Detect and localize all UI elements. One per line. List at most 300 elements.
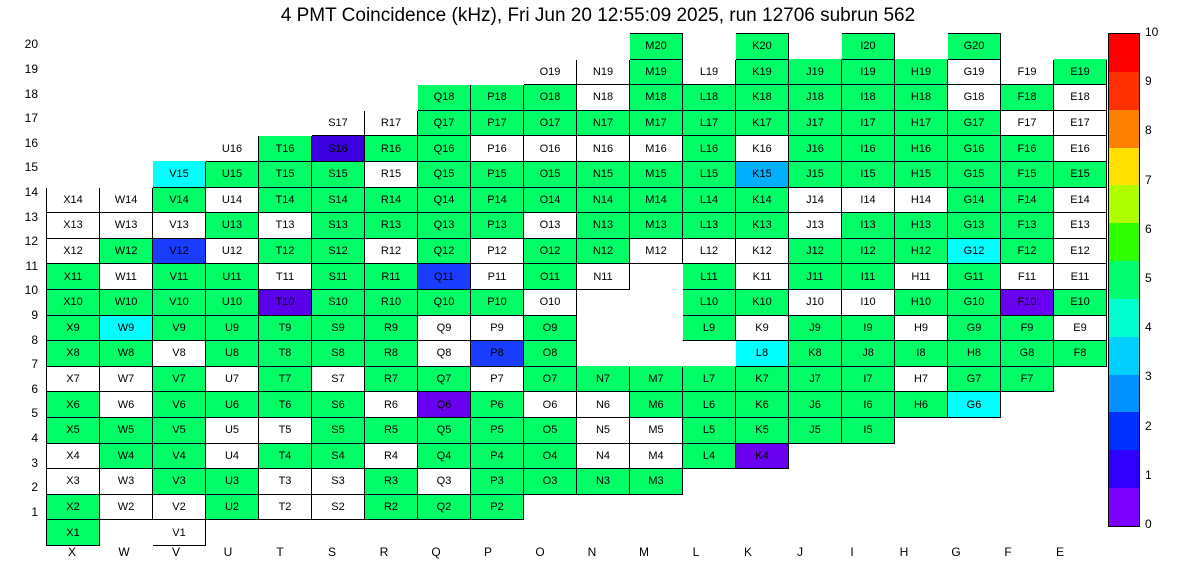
heatmap-cell: O6: [524, 392, 577, 418]
heatmap-cell: N14: [577, 187, 630, 213]
heatmap-cell: G17: [948, 110, 1001, 136]
heatmap-cell: T2: [259, 494, 312, 520]
heatmap-cell-empty: [630, 315, 683, 341]
heatmap-cell: O4: [524, 443, 577, 469]
heatmap-cell-empty: [100, 520, 153, 546]
heatmap-cell: K8: [789, 341, 842, 367]
heatmap-cell: H15: [895, 161, 948, 187]
heatmap-cell-empty: [47, 161, 100, 187]
heatmap-cell: F16: [1001, 136, 1054, 162]
colorbar-band: [1109, 412, 1139, 450]
heatmap-cell-empty: [259, 85, 312, 111]
heatmap-cell: R15: [365, 161, 418, 187]
heatmap-cell: W2: [100, 494, 153, 520]
heatmap-cell: Q8: [418, 341, 471, 367]
heatmap-cell: G9: [948, 315, 1001, 341]
colorbar-band: [1109, 375, 1139, 413]
x-axis-tick: O: [535, 545, 545, 559]
heatmap-cell-empty: [259, 110, 312, 136]
heatmap-cell: O10: [524, 289, 577, 315]
y-axis-tick: 14: [24, 184, 38, 199]
heatmap-cell: H17: [895, 110, 948, 136]
heatmap-cell: I5: [842, 417, 895, 443]
heatmap-cell-empty: [683, 520, 736, 546]
heatmap-cell: E16: [1054, 136, 1107, 162]
heatmap-cell: W4: [100, 443, 153, 469]
heatmap-cell: V14: [153, 187, 206, 213]
heatmap-cell: F17: [1001, 110, 1054, 136]
heatmap-cell: P11: [471, 264, 524, 290]
heatmap-cell-empty: [100, 85, 153, 111]
heatmap-cell: O9: [524, 315, 577, 341]
y-axis-tick: 1: [31, 504, 38, 519]
heatmap-cell: W8: [100, 341, 153, 367]
heatmap-cell: T16: [259, 136, 312, 162]
heatmap-cell-empty: [1001, 469, 1054, 495]
heatmap-cell: J14: [789, 187, 842, 213]
heatmap-cell-empty: [100, 161, 153, 187]
y-axis-tick: 13: [24, 209, 38, 224]
x-axis-tick: U: [223, 545, 233, 559]
heatmap-cell: F18: [1001, 85, 1054, 111]
heatmap-cell: E11: [1054, 264, 1107, 290]
heatmap-cell: O7: [524, 366, 577, 392]
heatmap-cell: Q2: [418, 494, 471, 520]
heatmap-row: [47, 59, 1160, 85]
heatmap-cell-empty: [524, 494, 577, 520]
heatmap-cell: M4: [630, 443, 683, 469]
heatmap-cell: I10: [842, 289, 895, 315]
heatmap-cell: Q13: [418, 213, 471, 239]
heatmap-cell: R3: [365, 469, 418, 495]
heatmap-cell: K17: [736, 110, 789, 136]
heatmap-cell-empty: [153, 110, 206, 136]
heatmap-cell-empty: [948, 469, 1001, 495]
heatmap-cell: E9: [1054, 315, 1107, 341]
heatmap-cell: L12: [683, 238, 736, 264]
heatmap-cell: E13: [1054, 213, 1107, 239]
heatmap-cell-empty: [259, 520, 312, 546]
heatmap-cell: R16: [365, 136, 418, 162]
heatmap-cell: R6: [365, 392, 418, 418]
heatmap-row: [47, 136, 1160, 162]
heatmap-cell: S6: [312, 392, 365, 418]
heatmap-cell-empty: [789, 443, 842, 469]
heatmap-cell: T5: [259, 417, 312, 443]
heatmap-cell: M15: [630, 161, 683, 187]
heatmap-cell: I14: [842, 187, 895, 213]
heatmap-cell-empty: [153, 136, 206, 162]
chart-title: 4 PMT Coincidence (kHz), Fri Jun 20 12:55:09 2025, run 12706 subrun 562: [280, 5, 916, 26]
colorbar-band: [1109, 34, 1139, 72]
heatmap-cell-empty: [1001, 443, 1054, 469]
heatmap-cell-empty: [630, 289, 683, 315]
heatmap-cell: I12: [842, 238, 895, 264]
heatmap-cell: U10: [206, 289, 259, 315]
heatmap-cell: W11: [100, 264, 153, 290]
heatmap-cell-empty: [206, 520, 259, 546]
heatmap-cell: V15: [153, 161, 206, 187]
heatmap-cell: T9: [259, 315, 312, 341]
heatmap-cell: V12: [153, 238, 206, 264]
heatmap-cell: T6: [259, 392, 312, 418]
heatmap-cell-empty: [948, 417, 1001, 443]
heatmap-cell-empty: [736, 494, 789, 520]
colorbar-tick: 4: [1145, 320, 1152, 335]
heatmap-cell: O8: [524, 341, 577, 367]
heatmap-cell: J13: [789, 213, 842, 239]
heatmap-cell-empty: [895, 469, 948, 495]
x-axis-tick: Q: [431, 545, 441, 559]
heatmap-cell: X5: [47, 417, 100, 443]
heatmap-cell: P3: [471, 469, 524, 495]
heatmap-cell: O18: [524, 85, 577, 111]
heatmap-cell: N18: [577, 85, 630, 111]
heatmap-cell: F11: [1001, 264, 1054, 290]
heatmap-row: [47, 417, 1160, 443]
heatmap-cell: X11: [47, 264, 100, 290]
heatmap-cell: K5: [736, 417, 789, 443]
heatmap-cell: H6: [895, 392, 948, 418]
heatmap-cell: R9: [365, 315, 418, 341]
heatmap-cell: L16: [683, 136, 736, 162]
colorbar-band: [1109, 488, 1139, 526]
heatmap-cell: V3: [153, 469, 206, 495]
heatmap-cell: T3: [259, 469, 312, 495]
heatmap-cell-empty: [206, 110, 259, 136]
heatmap-cell-empty: [895, 443, 948, 469]
heatmap-cell: P4: [471, 443, 524, 469]
heatmap-cell: O12: [524, 238, 577, 264]
y-axis-tick: 18: [24, 86, 38, 101]
heatmap-cell-empty: [842, 469, 895, 495]
heatmap-cell-empty: [100, 34, 153, 60]
heatmap-cell-empty: [683, 494, 736, 520]
heatmap-cell: V5: [153, 417, 206, 443]
heatmap-cell-empty: [895, 520, 948, 546]
heatmap-cell-empty: [312, 59, 365, 85]
heatmap-cell-empty: [153, 59, 206, 85]
heatmap-cell-empty: [47, 59, 100, 85]
heatmap-cell: K6: [736, 392, 789, 418]
heatmap-cell: N11: [577, 264, 630, 290]
heatmap-cell: E15: [1054, 161, 1107, 187]
heatmap-cell: X7: [47, 366, 100, 392]
heatmap-cell: P10: [471, 289, 524, 315]
heatmap-cell: E14: [1054, 187, 1107, 213]
heatmap-cell: M19: [630, 59, 683, 85]
heatmap-cell: L14: [683, 187, 736, 213]
heatmap-row: [47, 264, 1160, 290]
heatmap-cell: S5: [312, 417, 365, 443]
heatmap-cell: K13: [736, 213, 789, 239]
heatmap-cell: I16: [842, 136, 895, 162]
y-axis-tick: 4: [31, 430, 38, 445]
heatmap-cell-empty: [312, 520, 365, 546]
x-axis-tick: T: [276, 545, 284, 559]
colorbar-band: [1109, 450, 1139, 488]
heatmap-cell: J17: [789, 110, 842, 136]
heatmap-cell: Q11: [418, 264, 471, 290]
colorbar-tick: 3: [1145, 369, 1152, 384]
heatmap-cell-empty: [471, 520, 524, 546]
heatmap-cell-empty: [577, 494, 630, 520]
colorbar-band: [1109, 110, 1139, 148]
heatmap-cell: F10: [1001, 289, 1054, 315]
heatmap-cell: U6: [206, 392, 259, 418]
heatmap-cell: J11: [789, 264, 842, 290]
heatmap-cell: H7: [895, 366, 948, 392]
heatmap-cell: F19: [1001, 59, 1054, 85]
heatmap-cell: R5: [365, 417, 418, 443]
heatmap-cell: K7: [736, 366, 789, 392]
heatmap-cell: I7: [842, 366, 895, 392]
heatmap-cell: M14: [630, 187, 683, 213]
heatmap-cell-empty: [1001, 520, 1054, 546]
heatmap-cell: Q7: [418, 366, 471, 392]
heatmap-cell: U7: [206, 366, 259, 392]
heatmap-cell-empty: [1054, 34, 1107, 60]
y-axis-tick: 8: [31, 332, 38, 347]
heatmap-cell: J5: [789, 417, 842, 443]
heatmap-row: [47, 289, 1160, 315]
heatmap-row: [47, 520, 1160, 546]
heatmap-cell: X1: [47, 520, 100, 546]
heatmap-cell: U13: [206, 213, 259, 239]
heatmap-cell: U15: [206, 161, 259, 187]
heatmap-cell: P2: [471, 494, 524, 520]
heatmap-cell: L15: [683, 161, 736, 187]
heatmap-cell-empty: [47, 34, 100, 60]
heatmap-cell: I18: [842, 85, 895, 111]
heatmap-cell: Q3: [418, 469, 471, 495]
heatmap-cell: I9: [842, 315, 895, 341]
heatmap-cell: P7: [471, 366, 524, 392]
heatmap-cell: Q9: [418, 315, 471, 341]
heatmap-cell: N19: [577, 59, 630, 85]
heatmap-cell: R8: [365, 341, 418, 367]
heatmap-cell-empty: [100, 136, 153, 162]
colorbar-tick: 6: [1145, 221, 1152, 236]
heatmap-cell: J15: [789, 161, 842, 187]
colorbar-tick: 7: [1145, 172, 1152, 187]
y-axis-tick: 9: [31, 307, 38, 322]
heatmap-cell: P13: [471, 213, 524, 239]
heatmap-cell: U16: [206, 136, 259, 162]
heatmap-cell-empty: [1054, 494, 1107, 520]
heatmap-cell-empty: [577, 520, 630, 546]
heatmap-cell: U3: [206, 469, 259, 495]
x-axis-tick: I: [850, 545, 854, 559]
heatmap-cell: S16: [312, 136, 365, 162]
heatmap-cell-empty: [1054, 520, 1107, 546]
heatmap-cell: V10: [153, 289, 206, 315]
heatmap-cell: H10: [895, 289, 948, 315]
heatmap-cell: S7: [312, 366, 365, 392]
heatmap-cell: P18: [471, 85, 524, 111]
heatmap-cell: K20: [736, 34, 789, 60]
heatmap-cell-empty: [577, 315, 630, 341]
y-axis-tick: 16: [24, 135, 38, 150]
heatmap-cell: V9: [153, 315, 206, 341]
heatmap-cell: E10: [1054, 289, 1107, 315]
heatmap-row: [47, 238, 1160, 264]
heatmap-cell-empty: [736, 520, 789, 546]
heatmap-cell-empty: [418, 520, 471, 546]
heatmap-cell: I19: [842, 59, 895, 85]
heatmap-cell: N4: [577, 443, 630, 469]
heatmap-cell: F8: [1054, 341, 1107, 367]
heatmap-row: [47, 366, 1160, 392]
heatmap-cell: N3: [577, 469, 630, 495]
heatmap-grid: [46, 33, 1160, 546]
heatmap-cell-empty: [948, 494, 1001, 520]
heatmap-cell: J8: [842, 341, 895, 367]
heatmap-cell: P6: [471, 392, 524, 418]
heatmap-cell: X9: [47, 315, 100, 341]
heatmap-cell: V1: [153, 520, 206, 546]
heatmap-cell-empty: [1001, 417, 1054, 443]
heatmap-cell: T14: [259, 187, 312, 213]
heatmap-cell: L5: [683, 417, 736, 443]
heatmap-cell: T11: [259, 264, 312, 290]
heatmap-cell: N16: [577, 136, 630, 162]
heatmap-cell: J18: [789, 85, 842, 111]
heatmap-cell: X8: [47, 341, 100, 367]
heatmap-cell: H8: [948, 341, 1001, 367]
heatmap-cell: L7: [683, 366, 736, 392]
heatmap-cell-empty: [259, 59, 312, 85]
heatmap-cell: L8: [736, 341, 789, 367]
heatmap-cell-empty: [683, 34, 736, 60]
heatmap-cell-empty: [630, 264, 683, 290]
heatmap-cell: M12: [630, 238, 683, 264]
colorbar-band: [1109, 299, 1139, 337]
heatmap-cell-empty: [577, 289, 630, 315]
colorbar-band: [1109, 185, 1139, 223]
heatmap-cell-empty: [47, 136, 100, 162]
x-axis-tick: N: [587, 545, 597, 559]
heatmap-cell: J12: [789, 238, 842, 264]
heatmap-cell: K19: [736, 59, 789, 85]
heatmap-cell: N13: [577, 213, 630, 239]
heatmap-cell: S15: [312, 161, 365, 187]
heatmap-cell: O14: [524, 187, 577, 213]
heatmap-cell: V11: [153, 264, 206, 290]
heatmap-cell: V7: [153, 366, 206, 392]
heatmap-cell: R13: [365, 213, 418, 239]
heatmap-cell: T10: [259, 289, 312, 315]
heatmap-cell: E18: [1054, 85, 1107, 111]
heatmap-cell: V8: [153, 341, 206, 367]
heatmap-cell-empty: [365, 520, 418, 546]
heatmap-cell: V6: [153, 392, 206, 418]
heatmap-cell: Q10: [418, 289, 471, 315]
heatmap-cell: G6: [948, 392, 1001, 418]
x-axis-tick: V: [171, 545, 180, 559]
heatmap-cell: G10: [948, 289, 1001, 315]
heatmap-cell: L11: [683, 264, 736, 290]
heatmap-cell: X6: [47, 392, 100, 418]
heatmap-cell: Q6: [418, 392, 471, 418]
x-axis-tick: H: [899, 545, 909, 559]
heatmap-cell-empty: [577, 34, 630, 60]
heatmap-cell: Q14: [418, 187, 471, 213]
colorbar-tick: 5: [1145, 271, 1152, 285]
heatmap-cell: S4: [312, 443, 365, 469]
heatmap-cell-empty: [1001, 392, 1054, 418]
heatmap-cell: H16: [895, 136, 948, 162]
x-axis-tick: R: [379, 545, 389, 559]
heatmap-cell: G14: [948, 187, 1001, 213]
heatmap-cell: H18: [895, 85, 948, 111]
heatmap-cell: K11: [736, 264, 789, 290]
y-axis-tick: 15: [24, 160, 38, 175]
colorbar-band: [1109, 261, 1139, 299]
heatmap-cell: I17: [842, 110, 895, 136]
heatmap-cell: T12: [259, 238, 312, 264]
heatmap-cell: U14: [206, 187, 259, 213]
heatmap-cell: S11: [312, 264, 365, 290]
heatmap-cell: Q17: [418, 110, 471, 136]
x-axis-tick: W: [118, 545, 130, 559]
heatmap-cell: O11: [524, 264, 577, 290]
heatmap-cell: K9: [736, 315, 789, 341]
y-axis-tick: 6: [31, 381, 38, 396]
heatmap-cell: Q18: [418, 85, 471, 111]
heatmap-row: [47, 161, 1160, 187]
x-axis-tick: G: [951, 545, 961, 559]
heatmap-cell: H14: [895, 187, 948, 213]
heatmap-cell-empty: [418, 59, 471, 85]
heatmap-cell-empty: [47, 110, 100, 136]
heatmap-cell: P5: [471, 417, 524, 443]
heatmap-cell: G11: [948, 264, 1001, 290]
heatmap-cell: U2: [206, 494, 259, 520]
x-axis-tick: X: [67, 545, 76, 559]
colorbar-band: [1109, 148, 1139, 186]
heatmap-cell: J19: [789, 59, 842, 85]
heatmap-cell-empty: [895, 417, 948, 443]
heatmap-cell: R7: [365, 366, 418, 392]
heatmap-row: [47, 213, 1160, 239]
heatmap-cell: I15: [842, 161, 895, 187]
heatmap-cell-empty: [948, 443, 1001, 469]
heatmap-cell: G12: [948, 238, 1001, 264]
heatmap-cell: O19: [524, 59, 577, 85]
heatmap-cell: M20: [630, 34, 683, 60]
heatmap-row: [47, 85, 1160, 111]
heatmap-cell-empty: [524, 34, 577, 60]
heatmap-cell-empty: [153, 85, 206, 111]
heatmap-cell: P15: [471, 161, 524, 187]
heatmap-cell-empty: [312, 85, 365, 111]
x-axis-tick: L: [692, 545, 700, 559]
heatmap-cell: G16: [948, 136, 1001, 162]
heatmap-cell: G18: [948, 85, 1001, 111]
heatmap-cell: J9: [789, 315, 842, 341]
heatmap-cell-empty: [365, 85, 418, 111]
heatmap-cell: U9: [206, 315, 259, 341]
heatmap-cell: R4: [365, 443, 418, 469]
heatmap-cell: F14: [1001, 187, 1054, 213]
heatmap-cell: G15: [948, 161, 1001, 187]
heatmap-cell-empty: [842, 494, 895, 520]
heatmap-cell-empty: [577, 341, 630, 367]
heatmap-cell: X3: [47, 469, 100, 495]
heatmap-cell: H13: [895, 213, 948, 239]
heatmap-cell: R12: [365, 238, 418, 264]
